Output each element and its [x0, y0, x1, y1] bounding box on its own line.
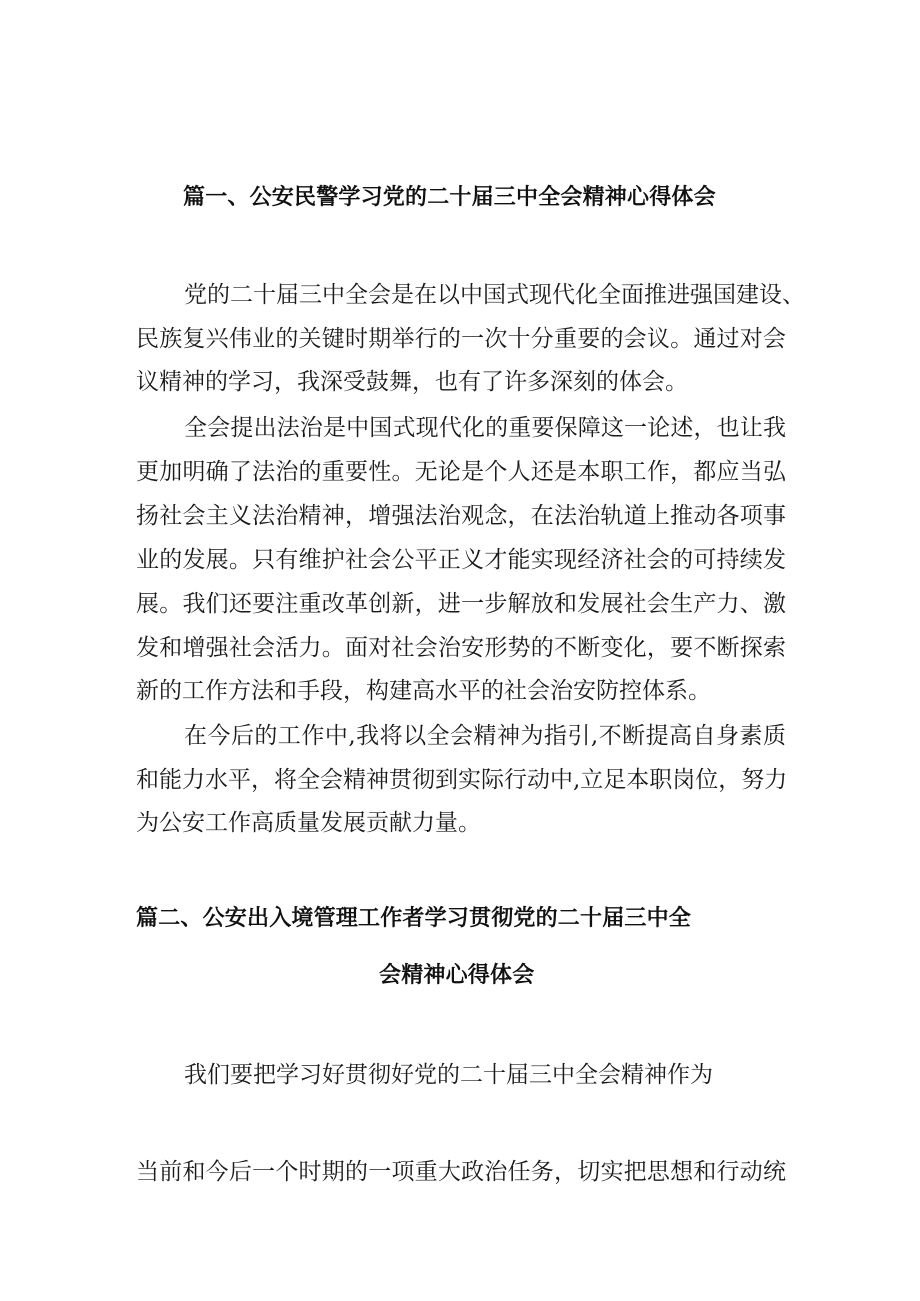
article1-p3-line3: 为公安工作高质量发展贡献力量。 [136, 810, 481, 836]
article2-p1-line2: 当前和今后一个时期的一项重大政治任务，切实把思想和行动统 [136, 1159, 786, 1185]
article1-p2-line2: 更加明确了法治的重要性。无论是个人还是本职工作，都应当弘 [136, 459, 786, 485]
article1-p2-line4: 业的发展。只有维护社会公平正义才能实现经济社会的可持续发 [136, 547, 786, 573]
article1-p2-line5: 展。我们还要注重改革创新，进一步解放和发展社会生产力、激 [136, 591, 786, 617]
article2-title-line1: 篇二、公安出入境管理工作者学习贯彻党的二十届三中全 [136, 906, 692, 931]
article1-p3-line2: 和能力水平，将全会精神贯彻到实际行动中,立足本职岗位，努力 [136, 767, 788, 793]
article1-p2-line7: 新的工作方法和手段，构建高水平的社会治安防控体系。 [136, 678, 711, 704]
article1-title: 篇一、公安民警学习党的二十届三中全会精神心得体会 [183, 185, 716, 210]
article2-title-line2: 会精神心得体会 [379, 963, 535, 988]
article1-p1-line3: 议精神的学习，我深受鼓舞，也有了许多深刻的体会。 [136, 369, 688, 395]
article2-p1-line1: 我们要把学习好贯彻好党的二十届三中全会精神作为 [184, 1062, 713, 1088]
article1-p3-line1: 在今后的工作中,我将以全会精神为指引,不断提高自身素质 [184, 723, 786, 749]
article1-p2-line3: 扬社会主义法治精神，增强法治观念，在法治轨道上推动各项事 [136, 503, 786, 529]
article1-p2-line6: 发和增强社会活力。面对社会治安形势的不断变化，要不断探索 [136, 635, 786, 661]
article1-p1-line2: 民族复兴伟业的关键时期举行的一次十分重要的会议。通过对会 [136, 326, 786, 352]
article1-p2-line1: 全会提出法治是中国式现代化的重要保障这一论述，也让我 [184, 415, 786, 441]
article1-p1-line1: 党的二十届三中全会是在以中国式现代化全面推进强国建设、 [184, 282, 805, 308]
